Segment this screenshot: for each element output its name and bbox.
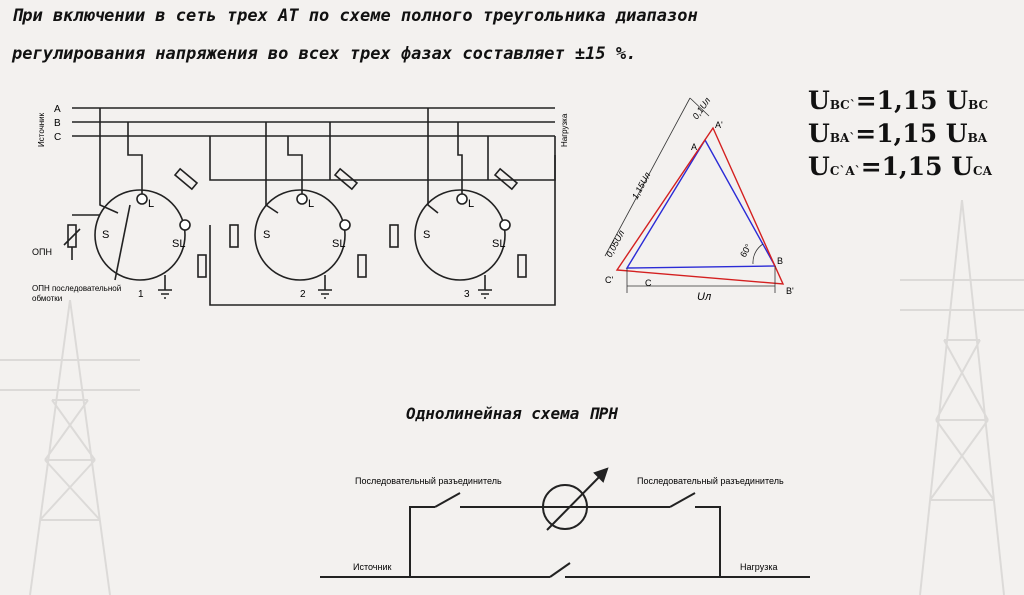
arrester-icon	[518, 255, 526, 277]
load-label: Нагрузка	[560, 113, 569, 147]
phase-label-c: C	[54, 132, 62, 143]
label-angle: 60°	[738, 242, 754, 259]
terminal-sl: SL	[332, 238, 346, 250]
shifted-triangle	[617, 128, 783, 284]
vertex-c: C	[645, 278, 652, 288]
terminal-l: L	[468, 198, 475, 210]
title-line-2: регулирования напряжения во всех трех фазах составляет ±15 %.	[12, 44, 637, 64]
terminal-s: S	[423, 229, 431, 241]
vertex-b: B	[777, 256, 784, 266]
series-ops-label-1: ОПН последовательной	[32, 284, 122, 293]
source-label: Источник	[37, 112, 46, 147]
equation-letter: U	[808, 119, 830, 148]
equation-letter: U	[808, 152, 830, 181]
equation-rhs: =1,15 U	[855, 119, 968, 148]
equation-letter: U	[808, 86, 830, 115]
disconnector-right	[670, 493, 695, 507]
equation-bc	[808, 86, 988, 115]
label-un: Uл	[697, 291, 712, 303]
phase-label-a: A	[54, 104, 61, 115]
original-triangle	[627, 140, 775, 268]
equation-lhs-sub: BA`	[829, 131, 856, 145]
equation-rhs: =1,15 U	[855, 86, 969, 115]
arrester-icon	[358, 255, 366, 277]
vertex-a-prime: A'	[715, 120, 723, 130]
terminal-s: S	[263, 229, 271, 241]
background-tower-left	[0, 300, 140, 595]
equation-ca	[808, 152, 992, 181]
terminal-l: L	[308, 198, 315, 210]
bypass-switch	[550, 563, 570, 577]
series-arrester-icon	[335, 169, 357, 189]
equation-rhs-sub: BA	[967, 131, 988, 145]
single-line-title: Однолинейная схема ПРН	[406, 404, 618, 423]
unit-number-2: 2	[300, 289, 306, 300]
vector-diagram	[585, 88, 805, 310]
series-ops-label-2: обмотки	[32, 294, 63, 303]
terminal-sl: SL	[172, 238, 186, 250]
label-0-1-un: 0,1Uл	[690, 95, 713, 122]
title-line-1: При включении в сеть трех АТ по схеме полного треугольника диапазон	[12, 6, 698, 26]
arrester-icon	[198, 255, 206, 277]
label-disconnector-left: Последовательный разъединитель	[355, 476, 502, 486]
vertex-b-prime: B'	[786, 286, 794, 296]
phase-label-b: B	[54, 118, 61, 129]
equation-lhs-sub: C`A`	[829, 164, 861, 178]
ops-label: ОПН	[32, 247, 52, 257]
disconnector-left	[435, 493, 460, 507]
terminal-sl: SL	[492, 238, 506, 250]
equation-ba	[808, 119, 987, 148]
series-arrester-icon	[495, 169, 517, 189]
three-autotransformer-schematic	[30, 95, 590, 325]
background-tower-right	[900, 200, 1024, 595]
unit-number-3: 3	[464, 289, 470, 300]
equation-lhs-sub: BC`	[829, 98, 856, 112]
unit-number-1: 1	[138, 289, 144, 300]
equation-rhs-sub: CA	[973, 164, 992, 178]
label-load: Нагрузка	[740, 562, 778, 572]
terminal-s: S	[102, 229, 110, 241]
arrester-icon	[390, 225, 398, 247]
vertex-c-prime: C'	[605, 275, 614, 285]
single-line-diagram	[315, 455, 815, 585]
label-0-05-un: 0,05Uл	[603, 228, 627, 259]
equation-rhs: =1,15 U	[860, 152, 974, 181]
label-disconnector-right: Последовательный разъединитель	[637, 476, 784, 486]
terminal-l: L	[148, 198, 155, 210]
label-source: Источник	[353, 562, 392, 572]
arrester-icon	[230, 225, 238, 247]
label-1-15-un: 1,15Uл	[629, 170, 653, 201]
series-arrester-icon	[175, 169, 197, 189]
equation-rhs-sub: BC	[968, 98, 988, 112]
vertex-a: A	[691, 142, 698, 152]
